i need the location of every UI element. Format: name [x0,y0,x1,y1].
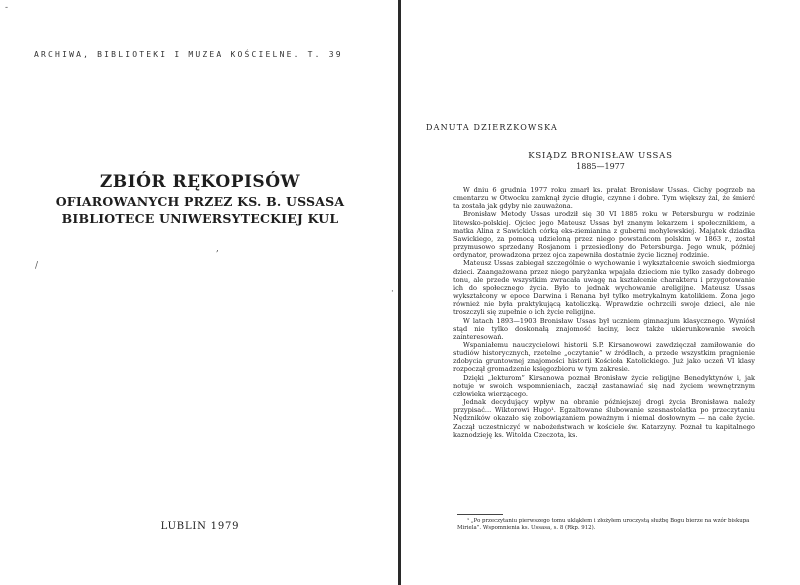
paragraph: Jednak decydujący wpływ na obranie późniejszej drogi życia Bronisława należy przypisać... Wiktorowi Hugo¹. Egzaltowane ślubowanie szesnastolatka po przeczytaniu Nędzników okazało się zobowiązaniem poważnym i niemal dosłownym — na całe życie. Zaczął uczestniczyć w nabożeństwach w kościele św. Katarzyny. Poznał tu kapitalnego kaznodzieję ks. Witolda Czeczota, ks. [453,398,755,439]
footnote-rule [457,514,503,515]
scan-mark: , [216,244,219,254]
series-header: ARCHIWA, BIBLIOTEKI I MUZEA KOŚCIELNE. T. 39 [34,50,343,59]
article-author: DANUTA DZIERZKOWSKA [426,123,558,132]
collection-title: ZBIÓR RĘKOPISÓW [99,172,301,192]
scan-mark: · [391,287,394,297]
article-title: KSIĄDZ BRONISŁAW USSAS [528,151,673,161]
paragraph: W latach 1893—1903 Bronisław Ussas był uczniem gimnazjum klasycznego. Wyniósł stąd nie tylko doskonałą znajomość łaciny, lecz także ukierunkowanie swoich zainteresowań. [453,316,755,341]
paragraph: W dniu 6 grudnia 1977 roku zmarł ks. prałat Bronisław Ussas. Cichy pogrzeb na cmentarzu w Otwocku zamknął życie długie, czynne i dobre. Tym większy żal, że śmierć ta została jak gdyby nie zauważona. [453,186,755,211]
paragraph: Wspaniałemu nauczycielowi historii S.P. Kirsanowowi zawdzięczał zamiłowanie do studiów historycznych, rzetelne „oczytanie” w źródłach, a przede wszystkim pragnienie zdobycia gruntownej znajomości historii Kościoła Katolickiego. Już jako uczeń VI klasy rozpoczął gromadzenie księgozbioru w tym zakresie. [453,340,755,374]
right-page [401,0,800,585]
article-body [453,186,755,439]
scan-mark: / [35,261,39,271]
footnote: ¹ „Po przeczytaniu pierwszego tomu ukląkłem i złożyłem uroczystą służbę Bogu bierze na wzór biskupa Miriela”. Wspomnienia ks. Ussasa, s. 8 (Rkp. 912). [457,518,750,531]
collection-subtitle [0,193,400,227]
paragraph: Mateusz Ussas zabiegał szczególnie o wychowanie i wykształcenie swoich siedmiorga dzieci. Zaangażowana przez niego paryżanka wpajała dzieciom nie tylko zasady dobrego tonu, ale przede wszystkim zwracała uwagę na kształcenie charakteru i przygotowanie ich do społecznego życia. Było to jednak wychowanie areligijne. Mateusz Ussas wykształcony w epoce Darwina i Renana był tylko metrykalnym katolikiem. Żona jego również nie była praktykującą katoliczką. Wprawdzie ochrzcili swoje dzieci, ale nie troszczyli się zupełnie o ich życie religijne. [453,259,755,317]
paragraph: Bronisław Metody Ussas urodził się 30 VI 1885 roku w Petersburgu w rodzinie litewsko-polskiej. Ojciec jego Mateusz Ussas był znanym lekarzem i społecznikiem, a matka Alina z Sawickich córką eks-ziemianina z guberni mohylewskiej. Majątek dziadka Sawickiego, za pomocą udzieloną przez niego powstańcom polskim w 1863 r., został przymusowo sprzedany Rosjanom i przesiedlony do Petersburga. Jego wnuk, później ordynator, prowadzona przez ojca zapewniła dostatnie życie licznej rodzinie. [453,210,755,260]
subtitle-line: OFIAROWANYCH PRZEZ KS. B. USSASA [55,194,345,209]
article-years: 1885—1977 [576,162,625,171]
paragraph: Dzięki „lekturom” Kirsanowa poznał Bronisław życie religijne Benedyktynów i, jak notuje w swoich wspomnieniach, zaczął zastanawiać się nad życiem wewnętrznym człowieka wierzącego. [453,373,755,398]
subtitle-line: BIBLIOTECE UNIWERSYTECKIEJ KUL [61,211,339,226]
imprint: LUBLIN 1979 [160,521,240,532]
scan-mark: - [5,3,9,13]
